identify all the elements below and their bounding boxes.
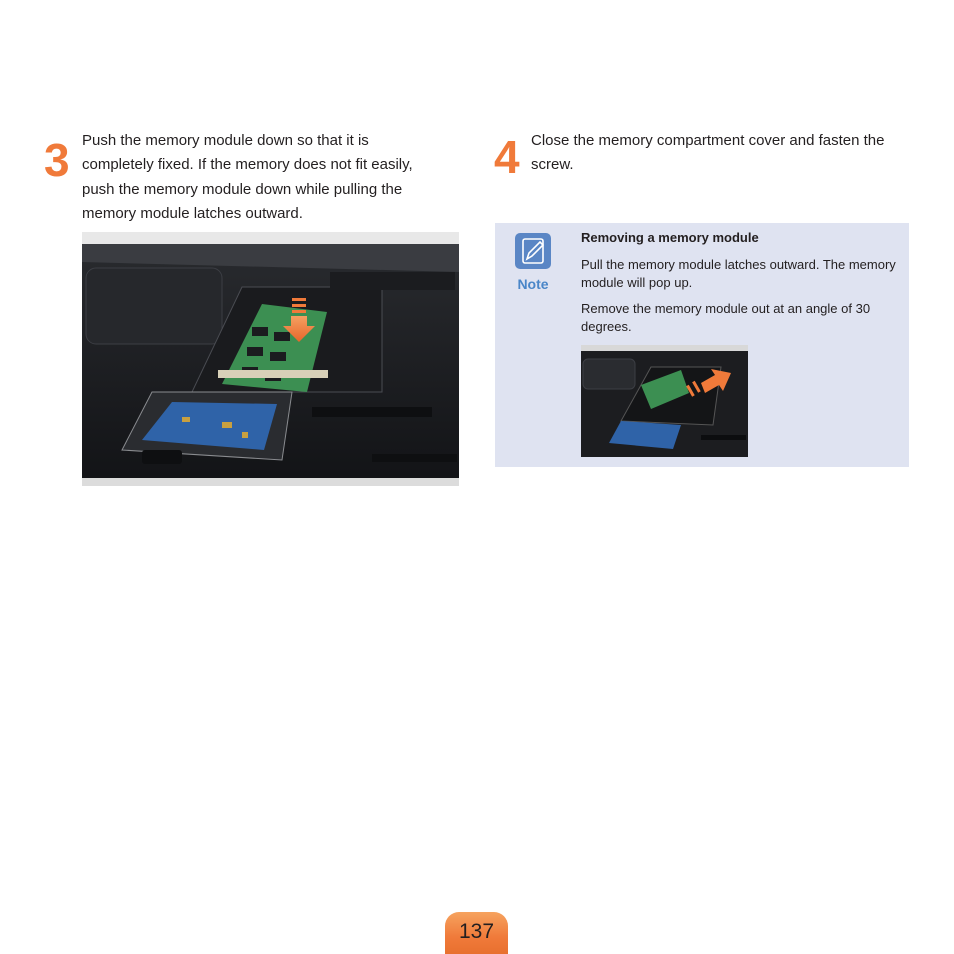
step-3-text: Push the memory module down so that it is completely fixed. If the memory does not fit easily, push the memory module down while pulling the memory module latches outward.: [82, 132, 413, 222]
step-3-number: 3: [44, 134, 70, 186]
note-paragraph-1: Pull the memory module latches outward. The memory module will pop up.: [581, 257, 896, 290]
note-pencil-icon: [515, 233, 551, 269]
note-photo: [581, 345, 748, 457]
note-label: Note: [517, 276, 549, 292]
note-title: Removing a memory module: [581, 230, 759, 245]
page-number: 137: [458, 920, 495, 943]
step-4-text: Close the memory compartment cover and fasten the screw.: [531, 132, 885, 174]
note-paragraph-2: Remove the memory module out at an angle of 30 degrees.: [581, 301, 871, 334]
step-3-photo: [82, 232, 459, 486]
step-4-number: 4: [494, 131, 520, 183]
